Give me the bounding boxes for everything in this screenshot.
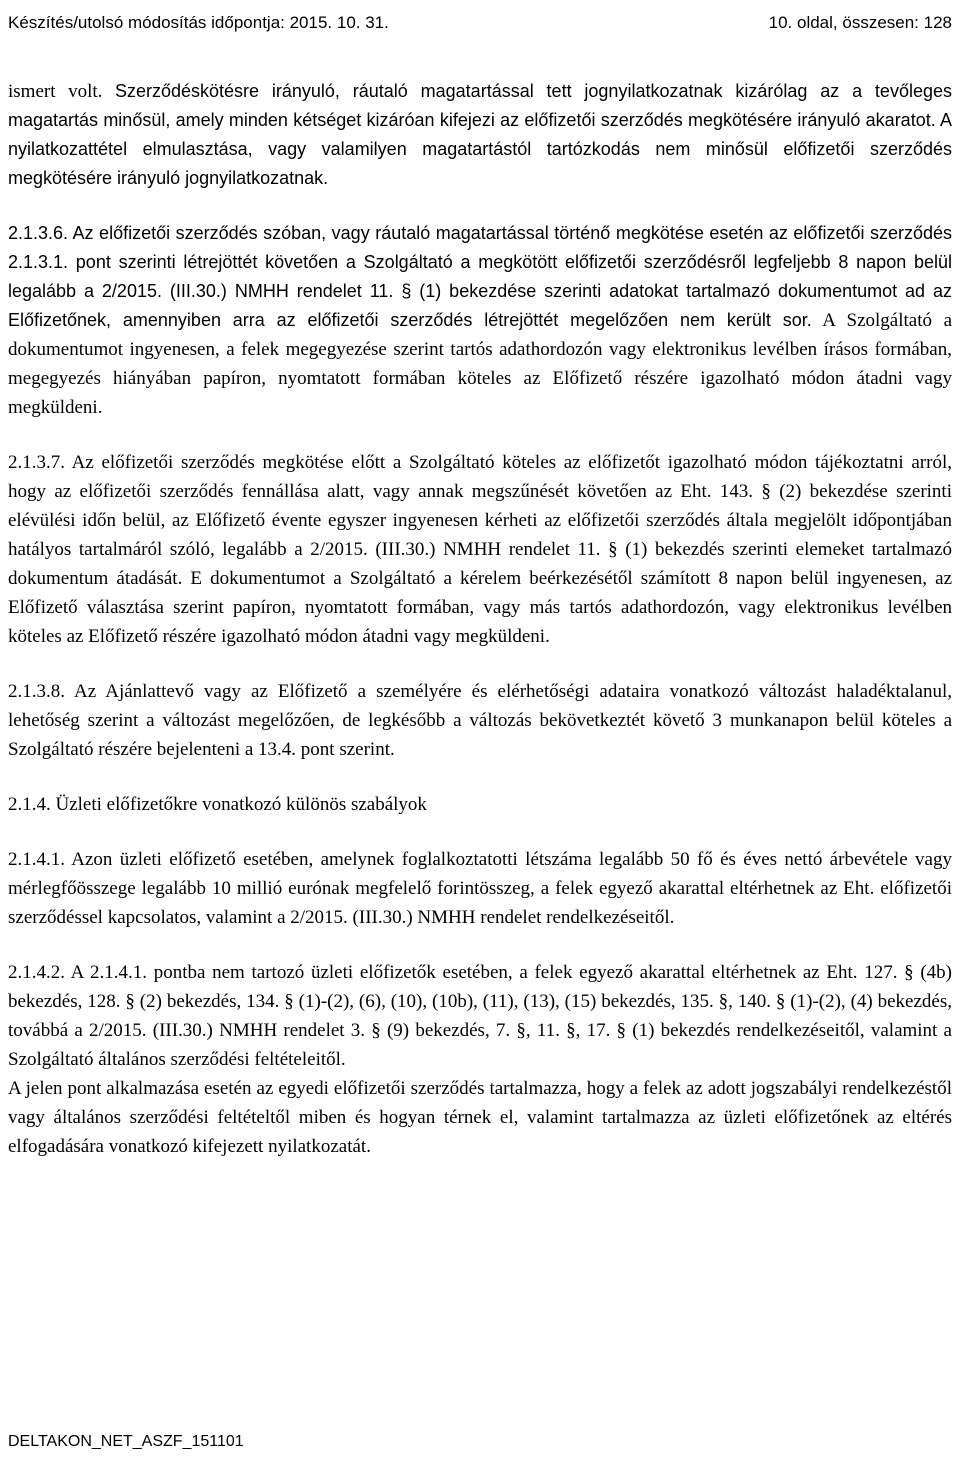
paragraph-continuation: [8, 77, 952, 193]
section-2-1-4-1: 2.1.4.1. Azon üzleti előfizető esetében, amelynek foglalkoztatotti létszáma legalább 50 fő és éves nettó árbevétele vagy mérlegfőösszege legalább 10 millió eurónak megfelelő forintösszeg, a felek egyező akarattal eltérhetnek az Eht. előfizetői szerződéssel kapcsolatos, valamint a 2/2015. (III.30.) NMHH rendelet rendelkezéseitől.: [8, 849, 952, 928]
section-2-1-3-6-cont: A Szolgáltató a dokumentumot ingyenesen, a felek megegyezése szerint tartós adathordozón vagy elektronikus levélben írásos formában, megegyezés hiányában papíron, nyomtatott formában köteles az Előfizető részére igazolható módon átadni vagy megküldeni.: [8, 310, 953, 418]
header-timestamp: Készítés/utolsó módosítás időpontja: 2015. 10. 31.: [8, 13, 389, 32]
section-heading-2-1-4: 2.1.4. Üzleti előfizetőkre vonatkozó különös szabályok: [8, 794, 427, 815]
paragraph-continuation-lead: ismert volt.: [8, 81, 115, 102]
page-header: [8, 12, 952, 36]
page-footer: DELTAKON_NET_ASZF_151101: [8, 1433, 244, 1450]
section-2-1-3-6: [8, 219, 952, 422]
paragraph-continuation-text: Szerződéskötésre irányuló, ráutaló magatartással tett jognyilatkozatnak kizárólag az a tevőleges magatartás minősül, amely minden kétséget kizáróan kifejezi az előfizetői szerződés megkötésére irányuló akaratot. A nyilatkozattétel elmulasztása, vagy valamilyen magatartástól tartózkodás nem minősül előfizetői szerződés megkötésére irányuló jognyilatkozatnak.: [8, 81, 952, 188]
section-2-1-4-2: 2.1.4.2. A 2.1.4.1. pontba nem tartozó üzleti előfizetők esetében, a felek egyező akarattal eltérhetnek az Eht. 127. § (4b) bekezdés, 128. § (2) bekezdés, 134. § (1)-(2), (6), (10), (10b), (11), (13), (15) bekezdés, 135. §, 140. § (1)-(2), (4) bekezdés, továbbá a 2/2015. (III.30.) NMHH rendelet 3. § (9) bekezdés, 7. §, 11. §, 17. § (1) bekezdés rendelkezéseitől, valamint a Szolgáltató általános szerződési feltételeitől.: [8, 962, 952, 1070]
section-2-1-3-7: 2.1.3.7. Az előfizetői szerződés megkötése előtt a Szolgáltató köteles az előfizetőt igazolható módon tájékoztatni arról, hogy az előfizetői szerződés fennállása alatt, vagy annak megszűnését követően az Eht. 143. § (2) bekezdése szerinti elévülési időn belül, az Előfizető évente egyszer ingyenesen kérheti az előfizetői szerződés általa megjelölt időpontjában hatályos tartalmáról szóló, legalább a 2/2015. (III.30.) NMHH rendelet 11. § (1) bekezdés szerinti elemeket tartalmazó dokumentum átadását. E dokumentumot a Szolgáltató a kérelem beérkezésétől számított 8 napon belül ingyenesen, az Előfizető választása szerint papíron, nyomtatott formában, vagy más tartós adathordozón, vagy elektronikus levélben köteles az Előfizető részére igazolható módon átadni vagy megküldeni.: [8, 452, 952, 647]
section-2-1-3-8: 2.1.3.8. Az Ajánlattevő vagy az Előfizető a személyére és elérhetőségi adataira vonatkozó változást haladéktalanul, lehetőség szerint a változást megelőzően, de legkésőbb a változás bekövetkeztét követő 3 munkanapon belül köteles a Szolgáltató részére bejelenteni a 13.4. pont szerint.: [8, 681, 952, 760]
header-page-number: 10. oldal, összesen: 128: [768, 13, 952, 32]
section-2-1-4-2-note: A jelen pont alkalmazása esetén az egyedi előfizetői szerződés tartalmazza, hogy a felek az adott jogszabályi rendelkezéstől vagy általános szerződési feltételtől miben és hogyan térnek el, valamint tartalmazza az üzleti előfizetőnek az eltérés elfogadására vonatkozó kifejezett nyilatkozatát.: [8, 1078, 952, 1157]
document-body: [8, 77, 952, 1161]
section-2-1-3-6-text: 2.1.3.6. Az előfizetői szerződés szóban, vagy ráutaló magatartással történő megkötése esetén az előfizetői szerződés 2.1.3.1. pont szerinti létrejöttét követően a Szolgáltató a megkötött előfizetői szerződésről legfeljebb 8 napon belül legalább a 2/2015. (III.30.) NMHH rendelet 11. § (1) bekezdése szerinti adatokat tartalmazó dokumentumot ad az Előfizetőnek, amennyiben arra az előfizetői szerződés létrejöttét megelőzően nem került sor.: [8, 223, 952, 330]
